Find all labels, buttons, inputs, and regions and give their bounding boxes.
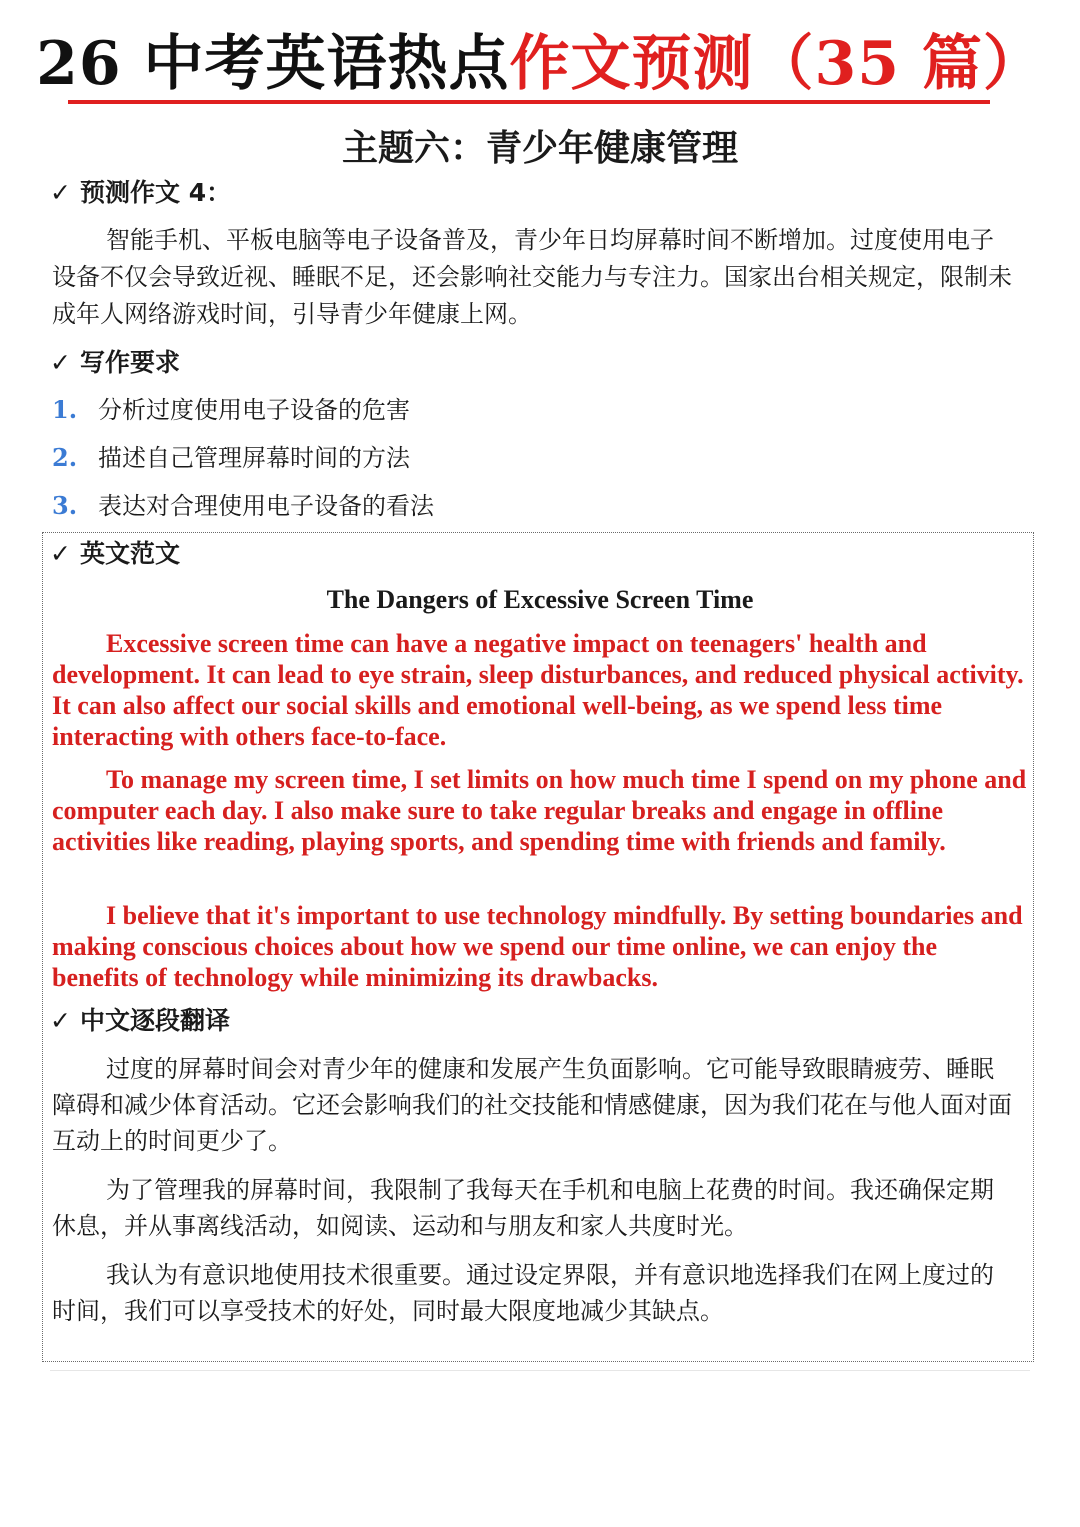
translation-heading — [50, 1004, 230, 1038]
prompt-heading-label: 预测作文 4： — [80, 178, 232, 207]
requirement-number: 2. — [52, 443, 78, 472]
bottom-divider — [50, 1370, 1030, 1371]
requirement-item — [52, 393, 410, 427]
translation-paragraph: 为了管理我的屏幕时间，我限制了我每天在手机和电脑上花费的时间。我还确保定期休息，并从事离线活动，如阅读、运动和与朋友和家人共度时光。 — [52, 1176, 994, 1240]
translation-paragraph: 我认为有意识地使用技术很重要。通过设定界限，并有意识地选择我们在网上度过的时间，我们可以享受技术的好处，同时最大限度地减少其缺点。 — [52, 1261, 994, 1325]
check-mark-icon: ✓ — [50, 1006, 71, 1035]
theme-subtitle: 主题六：青少年健康管理 — [341, 128, 738, 169]
requirement-number: 1. — [52, 395, 78, 424]
translation-paragraph: 过度的屏幕时间会对青少年的健康和发展产生负面影响。它可能导致眼睛疲劳、睡眠障碍和减少体育活动。它还会影响我们的社交技能和情感健康，因为我们花在与他人面对面互动上的时间更少了。 — [52, 1055, 1012, 1155]
title-black-part: 26 中考英语热点 — [36, 29, 510, 99]
requirement-text: 分析过度使用电子设备的危害 — [98, 396, 410, 424]
essay-heading-label: 英文范文 — [80, 539, 181, 568]
requirement-item — [52, 489, 434, 523]
prompt-text: 智能手机、平板电脑等电子设备普及，青少年日均屏幕时间不断增加。过度使用电子设备不仅会导致近视、睡眠不足，还会影响社交能力与专注力。国家出台相关规定，限制未成年人网络游戏时间，引导青少年健康上网。 — [52, 226, 1012, 328]
title-underline — [68, 100, 990, 104]
requirement-text: 表达对合理使用电子设备的看法 — [98, 492, 434, 520]
check-mark-icon: ✓ — [50, 348, 71, 377]
requirements-heading-label: 写作要求 — [80, 348, 181, 377]
requirement-number: 3. — [52, 491, 78, 520]
prompt-heading — [50, 176, 231, 210]
requirement-text: 描述自己管理屏幕时间的方法 — [98, 444, 410, 472]
requirement-item — [52, 441, 410, 475]
title-red-part: 作文预测（35 篇） — [509, 29, 1044, 99]
check-mark-icon: ✓ — [50, 178, 71, 207]
essay-title: The Dangers of Excessive Screen Time — [326, 585, 754, 614]
translation-heading-label: 中文逐段翻译 — [80, 1006, 231, 1035]
page-title — [0, 22, 1080, 106]
check-mark-icon: ✓ — [50, 539, 71, 568]
essay-paragraph: Excessive screen time can have a negative impact on teenagers' health and development. It can lead to eye strain, sleep disturbances, and reduced physical activity. It can also affect our social skills and emotional well-being, as we spend less time interacting with others face-to-face. — [52, 629, 1024, 751]
requirements-heading — [50, 346, 180, 380]
essay-heading — [50, 537, 180, 571]
essay-paragraph: I believe that it's important to use technology mindfully. By setting boundaries and making conscious choices about how we spend our time online, we can enjoy the benefits of technology while minimizing its drawbacks. — [52, 901, 1023, 992]
essay-paragraph: To manage my screen time, I set limits on how much time I spend on my phone and computer each day. I also make sure to take regular breaks and engage in offline activities like reading, playing sports, and spending time with friends and family. — [52, 765, 1027, 856]
